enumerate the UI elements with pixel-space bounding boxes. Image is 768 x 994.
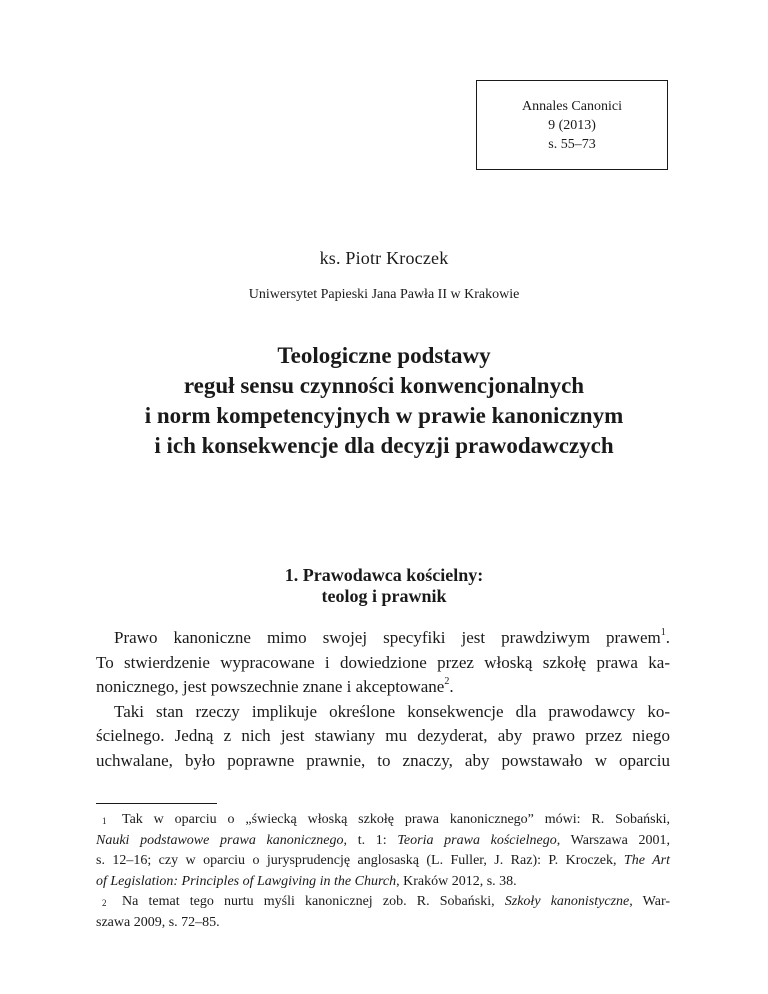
author-affiliation: Uniwersytet Papieski Jana Pawła II w Krakowie: [248, 287, 520, 302]
title-line: reguł sensu czynności konwencjonalnych: [183, 373, 585, 398]
footnote-ref[interactable]: 2: [444, 676, 450, 687]
paragraph-line: Prawo kanoniczne mimo swojej specyfiki jest prawdziwym prawem$^1$.: [114, 627, 670, 647]
footnote-line: 1 Tak w oparciu o „świecką włoską szkołę prawa kanonicznego” mówi: R. Sobański,: [96, 810, 670, 831]
footnote-divider: [96, 803, 217, 804]
title-line: i ich konsekwencje dla decyzji prawodawczych: [154, 433, 614, 458]
footnote-line: s. 12–16; czy w oparciu o jurysprudencję anglosaską (L. Fuller, J. Raz): P. Kroczek, The Art: [96, 853, 670, 868]
section-heading: [0, 565, 768, 607]
paragraph-line: To stwierdzenie wypracowane i dowiedzione przez włoską szkołę prawa ka-: [96, 652, 670, 672]
footnote-line: 2 Na temat tego nurtu myśli kanonicznej zob. R. Sobański, Szkoły kanonistyczne, War-: [96, 892, 670, 913]
body-text: [96, 626, 670, 773]
paragraph-line: Taki stan rzeczy implikuje określone konsekwencje dla prawodawcy ko-: [114, 701, 670, 721]
footnote-ref[interactable]: 1: [660, 627, 666, 638]
journal-info-box: [476, 80, 668, 170]
journal-name: Annales Canonici: [522, 98, 622, 114]
section-heading-line: 1. Prawodawca kościelny:: [284, 565, 484, 585]
section-heading-line: teolog i prawnik: [321, 586, 447, 606]
paragraph-line: ścielnego. Jedną z nich jest stawiany mu dezyderat, aby prawo przez niego: [96, 726, 670, 745]
footnotes: [96, 810, 670, 933]
journal-pages: s. 55–73: [548, 136, 596, 152]
footnote-number: 2: [102, 898, 107, 908]
title-line: i norm kompetencyjnych w prawie kanonicznym: [144, 403, 624, 428]
title-line: Teologiczne podstawy: [277, 343, 491, 368]
footnote-line: szawa 2009, s. 72–85.: [96, 914, 220, 930]
footnote-number: 1: [102, 816, 107, 826]
author-name: ks. Piotr Kroczek: [319, 248, 449, 268]
article-title: [0, 341, 768, 461]
journal-volume: 9 (2013): [548, 117, 596, 133]
paragraph-line: nonicznego, jest powszechnie znane i akceptowane$^2$.: [96, 676, 454, 696]
footnote-line: of Legislation: Principles of Lawgiving in the Church, Kraków 2012, s. 38.: [96, 873, 517, 889]
footnote-line: Nauki podstawowe prawa kanonicznego, t. 1: Teoria prawa kościelnego, Warszawa 2001,: [96, 832, 671, 848]
paragraph-line: uchwalane, było poprawne prawnie, to znaczy, aby powstawało w oparciu: [96, 750, 670, 770]
